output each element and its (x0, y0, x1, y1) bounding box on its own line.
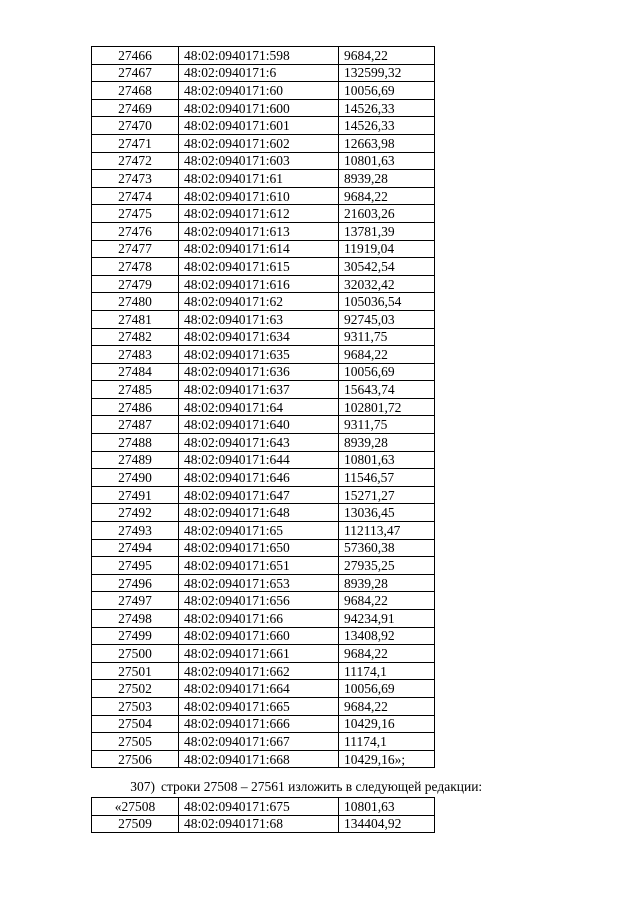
value-cell: 27935,25 (339, 557, 435, 575)
table-row (92, 328, 435, 346)
cadastral-number-cell: 48:02:0940171:66 (179, 610, 339, 628)
cadastral-number-cell: 48:02:0940171:68 (179, 815, 339, 833)
row-number-cell: 27492 (92, 504, 179, 522)
row-number-cell: 27478 (92, 258, 179, 276)
table-row (92, 574, 435, 592)
value-cell: 9311,75 (339, 416, 435, 434)
table-row (92, 539, 435, 557)
table-row (92, 134, 435, 152)
value-cell: 11546,57 (339, 469, 435, 487)
cadastral-number-cell: 48:02:0940171:64 (179, 398, 339, 416)
table-row (92, 592, 435, 610)
cadastral-number-cell: 48:02:0940171:666 (179, 715, 339, 733)
row-number-cell: 27479 (92, 275, 179, 293)
table-row (92, 715, 435, 733)
cadastral-number-cell: 48:02:0940171:656 (179, 592, 339, 610)
row-number-cell: 27484 (92, 363, 179, 381)
value-cell: 9684,22 (339, 47, 435, 65)
value-cell: 92745,03 (339, 310, 435, 328)
cadastral-number-cell: 48:02:0940171:616 (179, 275, 339, 293)
table-row (92, 310, 435, 328)
table-row (92, 363, 435, 381)
table-row (92, 451, 435, 469)
value-cell: 10056,69 (339, 82, 435, 100)
row-number-cell: 27473 (92, 170, 179, 188)
table-row (92, 645, 435, 663)
value-cell: 9684,22 (339, 697, 435, 715)
amendment-text: строки 27508 – 27561 изложить в следующей редакции: (161, 779, 483, 794)
value-cell: 8939,28 (339, 434, 435, 452)
table-row (92, 486, 435, 504)
cadastral-number-cell: 48:02:0940171:647 (179, 486, 339, 504)
value-cell: 13036,45 (339, 504, 435, 522)
table-row (92, 99, 435, 117)
row-number-cell: 27499 (92, 627, 179, 645)
row-number-cell: 27472 (92, 152, 179, 170)
row-number-cell: 27490 (92, 469, 179, 487)
table-row (92, 750, 435, 768)
table-row (92, 434, 435, 452)
row-number-cell: 27469 (92, 99, 179, 117)
value-cell: 132599,32 (339, 64, 435, 82)
table-row (92, 557, 435, 575)
value-cell: 15643,74 (339, 381, 435, 399)
cadastral-number-cell: 48:02:0940171:662 (179, 662, 339, 680)
row-number-cell: 27476 (92, 222, 179, 240)
row-number-cell: 27485 (92, 381, 179, 399)
value-cell: 10801,63 (339, 152, 435, 170)
table-row (92, 733, 435, 751)
cadastral-number-cell: 48:02:0940171:661 (179, 645, 339, 663)
table-row (92, 610, 435, 628)
cadastral-number-cell: 48:02:0940171:660 (179, 627, 339, 645)
row-number-cell: 27489 (92, 451, 179, 469)
row-number-cell: 27502 (92, 680, 179, 698)
value-cell: 14526,33 (339, 99, 435, 117)
value-cell: 11174,1 (339, 733, 435, 751)
cadastral-number-cell: 48:02:0940171:667 (179, 733, 339, 751)
value-cell: 10056,69 (339, 363, 435, 381)
table-row (92, 187, 435, 205)
cadastral-number-cell: 48:02:0940171:646 (179, 469, 339, 487)
cadastral-number-cell: 48:02:0940171:637 (179, 381, 339, 399)
cadastral-number-cell: 48:02:0940171:613 (179, 222, 339, 240)
table-row (92, 117, 435, 135)
cadastral-number-cell: 48:02:0940171:664 (179, 680, 339, 698)
row-number-cell: 27475 (92, 205, 179, 223)
value-cell: 112113,47 (339, 522, 435, 540)
value-cell: 105036,54 (339, 293, 435, 311)
value-cell: 10801,63 (339, 798, 435, 816)
row-number-cell: 27477 (92, 240, 179, 258)
row-number-cell: 27488 (92, 434, 179, 452)
cadastral-number-cell: 48:02:0940171:668 (179, 750, 339, 768)
cadastral-number-cell: 48:02:0940171:61 (179, 170, 339, 188)
table-row (92, 662, 435, 680)
amended-table (91, 797, 435, 833)
table-row (92, 258, 435, 276)
table-row (92, 293, 435, 311)
row-number-cell: 27504 (92, 715, 179, 733)
table-row (92, 504, 435, 522)
table-row (92, 275, 435, 293)
cadastral-number-cell: 48:02:0940171:614 (179, 240, 339, 258)
value-cell: 13408,92 (339, 627, 435, 645)
value-cell: 9684,22 (339, 346, 435, 364)
cadastral-number-cell: 48:02:0940171:665 (179, 697, 339, 715)
cadastral-table-body (92, 47, 435, 768)
row-number-cell: 27471 (92, 134, 179, 152)
row-number-cell: 27480 (92, 293, 179, 311)
value-cell: 13781,39 (339, 222, 435, 240)
value-cell: 8939,28 (339, 574, 435, 592)
table-row (92, 416, 435, 434)
row-number-cell: 27503 (92, 697, 179, 715)
value-cell: 14526,33 (339, 117, 435, 135)
cadastral-number-cell: 48:02:0940171:610 (179, 187, 339, 205)
cadastral-table (91, 46, 435, 768)
value-cell: 9684,22 (339, 645, 435, 663)
cadastral-number-cell: 48:02:0940171:634 (179, 328, 339, 346)
cadastral-number-cell: 48:02:0940171:635 (179, 346, 339, 364)
row-number-cell: 27486 (92, 398, 179, 416)
table-row (92, 522, 435, 540)
value-cell: 11174,1 (339, 662, 435, 680)
row-number-cell: 27487 (92, 416, 179, 434)
value-cell: 8939,28 (339, 170, 435, 188)
row-number-cell: 27501 (92, 662, 179, 680)
row-number-cell: 27495 (92, 557, 179, 575)
value-cell: 57360,38 (339, 539, 435, 557)
cadastral-number-cell: 48:02:0940171:644 (179, 451, 339, 469)
cadastral-number-cell: 48:02:0940171:63 (179, 310, 339, 328)
cadastral-number-cell: 48:02:0940171:600 (179, 99, 339, 117)
table-row (92, 381, 435, 399)
cadastral-number-cell: 48:02:0940171:65 (179, 522, 339, 540)
cadastral-number-cell: 48:02:0940171:62 (179, 293, 339, 311)
table-row (92, 627, 435, 645)
row-number-cell: 27474 (92, 187, 179, 205)
row-number-cell: 27496 (92, 574, 179, 592)
table-row (92, 240, 435, 258)
cadastral-number-cell: 48:02:0940171:640 (179, 416, 339, 434)
row-number-cell: 27505 (92, 733, 179, 751)
row-number-cell: 27494 (92, 539, 179, 557)
cadastral-number-cell: 48:02:0940171:643 (179, 434, 339, 452)
row-number-cell: 27481 (92, 310, 179, 328)
value-cell: 102801,72 (339, 398, 435, 416)
row-number-cell: 27483 (92, 346, 179, 364)
cadastral-number-cell: 48:02:0940171:650 (179, 539, 339, 557)
row-number-cell: 27498 (92, 610, 179, 628)
cadastral-number-cell: 48:02:0940171:653 (179, 574, 339, 592)
table-row (92, 170, 435, 188)
row-number-cell: 27500 (92, 645, 179, 663)
table-row (92, 64, 435, 82)
row-number-cell: 27491 (92, 486, 179, 504)
row-number-cell: 27468 (92, 82, 179, 100)
cadastral-number-cell: 48:02:0940171:612 (179, 205, 339, 223)
value-cell: 9684,22 (339, 592, 435, 610)
table-row (92, 152, 435, 170)
value-cell: 134404,92 (339, 815, 435, 833)
amendment-number: 307) (130, 779, 155, 794)
value-cell: 11919,04 (339, 240, 435, 258)
amended-table-body (92, 798, 435, 833)
cadastral-number-cell: 48:02:0940171:603 (179, 152, 339, 170)
cadastral-number-cell: 48:02:0940171:598 (179, 47, 339, 65)
row-number-cell: «27508 (92, 798, 179, 816)
amendment-note (91, 778, 551, 795)
cadastral-number-cell: 48:02:0940171:648 (179, 504, 339, 522)
row-number-cell: 27509 (92, 815, 179, 833)
value-cell: 94234,91 (339, 610, 435, 628)
table-row (92, 798, 435, 816)
row-number-cell: 27482 (92, 328, 179, 346)
value-cell: 30542,54 (339, 258, 435, 276)
table-row (92, 205, 435, 223)
value-cell: 32032,42 (339, 275, 435, 293)
table-row (92, 398, 435, 416)
table-row (92, 680, 435, 698)
value-cell: 9684,22 (339, 187, 435, 205)
row-number-cell: 27467 (92, 64, 179, 82)
cadastral-number-cell: 48:02:0940171:601 (179, 117, 339, 135)
cadastral-number-cell: 48:02:0940171:675 (179, 798, 339, 816)
cadastral-number-cell: 48:02:0940171:636 (179, 363, 339, 381)
value-cell: 15271,27 (339, 486, 435, 504)
row-number-cell: 27493 (92, 522, 179, 540)
value-cell: 10429,16»; (339, 750, 435, 768)
row-number-cell: 27506 (92, 750, 179, 768)
cadastral-number-cell: 48:02:0940171:6 (179, 64, 339, 82)
value-cell: 9311,75 (339, 328, 435, 346)
table-row (92, 697, 435, 715)
value-cell: 10801,63 (339, 451, 435, 469)
cadastral-number-cell: 48:02:0940171:602 (179, 134, 339, 152)
table-row (92, 82, 435, 100)
table-row (92, 815, 435, 833)
table-row (92, 222, 435, 240)
table-row (92, 47, 435, 65)
cadastral-number-cell: 48:02:0940171:651 (179, 557, 339, 575)
value-cell: 21603,26 (339, 205, 435, 223)
row-number-cell: 27466 (92, 47, 179, 65)
value-cell: 12663,98 (339, 134, 435, 152)
row-number-cell: 27470 (92, 117, 179, 135)
value-cell: 10429,16 (339, 715, 435, 733)
table-row (92, 346, 435, 364)
cadastral-number-cell: 48:02:0940171:615 (179, 258, 339, 276)
row-number-cell: 27497 (92, 592, 179, 610)
cadastral-number-cell: 48:02:0940171:60 (179, 82, 339, 100)
value-cell: 10056,69 (339, 680, 435, 698)
table-row (92, 469, 435, 487)
